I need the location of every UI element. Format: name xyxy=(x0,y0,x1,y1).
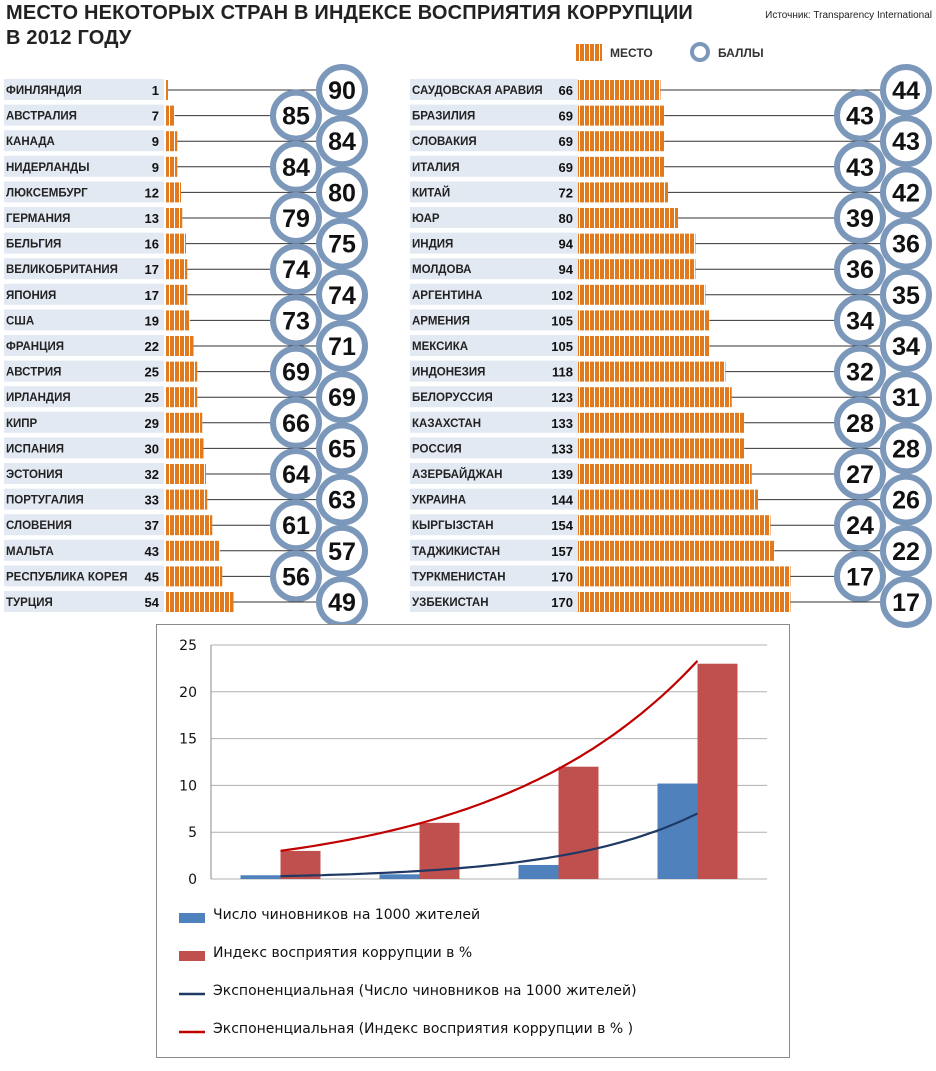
score-value: 17 xyxy=(892,589,920,617)
rank-bar xyxy=(578,566,791,586)
score-value: 79 xyxy=(282,205,310,233)
score-value: 43 xyxy=(846,153,874,182)
score-value: 34 xyxy=(846,307,874,336)
country-label: МОЛДОВА xyxy=(412,264,472,277)
score-value: 35 xyxy=(892,281,920,310)
score-value: 42 xyxy=(892,179,920,208)
rank-bar xyxy=(166,106,175,126)
rank-value: 12 xyxy=(144,185,159,201)
rank-value: 102 xyxy=(551,287,573,303)
y-tick-label: 20 xyxy=(179,684,197,701)
score-value: 36 xyxy=(892,230,920,259)
rank-bar xyxy=(166,515,212,535)
rank-bar xyxy=(578,131,664,151)
score-value: 56 xyxy=(282,563,310,592)
legend-rank-label: МЕСТО xyxy=(610,46,653,60)
country-label: ИТАЛИЯ xyxy=(412,161,460,174)
rank-bar xyxy=(578,336,709,356)
rank-value: 123 xyxy=(551,390,573,406)
rank-value: 1 xyxy=(151,83,159,98)
rank-bar xyxy=(166,80,168,100)
rank-bar xyxy=(578,208,678,228)
rank-value: 33 xyxy=(144,492,159,508)
country-label: ФИНЛЯНДИЯ xyxy=(6,85,82,97)
rank-value: 105 xyxy=(551,313,573,329)
bar-officials xyxy=(519,865,559,879)
rank-bar xyxy=(166,490,207,510)
score-value: 31 xyxy=(892,384,920,413)
country-label: ИНДОНЕЗИЯ xyxy=(412,366,486,379)
score-value: 66 xyxy=(282,409,310,438)
rank-value: 157 xyxy=(551,543,573,559)
infographic-title-line1: МЕСТО НЕКОТОРЫХ СТРАН В ИНДЕКСЕ ВОСПРИЯТИЯ КОРРУПЦИИ xyxy=(6,2,693,24)
rank-value: 105 xyxy=(551,339,573,354)
rank-bar xyxy=(166,387,197,407)
score-value: 65 xyxy=(328,435,356,464)
rank-bar xyxy=(578,80,661,100)
country-label: КИПР xyxy=(6,417,38,430)
country-label: ИРЛАНДИЯ xyxy=(6,392,71,405)
rank-value: 9 xyxy=(151,134,159,150)
rank-bar xyxy=(578,157,664,177)
rank-bar xyxy=(578,285,706,305)
country-label: БЕЛЬГИЯ xyxy=(6,238,62,251)
country-label: КАЗАХСТАН xyxy=(412,417,481,430)
country-label: БРАЗИЛИЯ xyxy=(412,110,476,123)
rank-bar xyxy=(578,438,744,458)
score-value: 28 xyxy=(892,435,920,464)
rank-bar xyxy=(578,490,758,510)
rank-value: 22 xyxy=(144,339,159,354)
rank-value: 54 xyxy=(144,595,159,610)
y-tick-label: 15 xyxy=(179,731,197,748)
country-label: АВСТРИЯ xyxy=(6,366,62,379)
y-tick-label: 0 xyxy=(188,872,197,888)
score-value: 74 xyxy=(282,256,310,285)
score-value: 84 xyxy=(282,153,310,182)
rank-value: 66 xyxy=(558,83,573,98)
rank-bar xyxy=(166,566,222,586)
score-value: 64 xyxy=(282,461,310,489)
rank-bar xyxy=(166,182,181,202)
trendline-officials xyxy=(281,814,698,877)
country-label: США xyxy=(6,315,35,328)
rank-value: 133 xyxy=(551,415,573,431)
rank-bar xyxy=(578,541,774,561)
rank-value: 94 xyxy=(558,262,573,278)
rank-value: 144 xyxy=(551,492,573,508)
legend-swatch-officials xyxy=(179,913,205,923)
score-value: 17 xyxy=(846,563,874,592)
score-value: 44 xyxy=(892,77,920,105)
rank-bar xyxy=(578,387,732,407)
rank-value: 13 xyxy=(144,211,159,226)
legend-series-officials: Число чиновников на 1000 жителей xyxy=(213,907,481,923)
rank-bar xyxy=(578,259,696,279)
legend-rank-swatch xyxy=(576,44,602,61)
rank-value: 17 xyxy=(144,262,159,278)
score-value: 57 xyxy=(328,537,356,566)
legend-score-ring xyxy=(692,44,708,60)
legend-trend-officials: Экспоненциальная (Число чиновников на 1000 жителей) xyxy=(213,983,637,999)
infographic-title-line2: В 2012 ГОДУ xyxy=(6,27,132,49)
score-value: 69 xyxy=(328,384,356,413)
score-value: 71 xyxy=(328,333,356,361)
rank-value: 170 xyxy=(551,595,573,610)
y-tick-label: 10 xyxy=(179,778,197,795)
country-label: ЛЮКСЕМБУРГ xyxy=(6,187,88,200)
rank-value: 16 xyxy=(144,236,159,252)
rank-value: 30 xyxy=(144,441,159,457)
score-value: 85 xyxy=(282,102,310,131)
rank-value: 25 xyxy=(144,364,159,380)
score-value: 28 xyxy=(846,409,874,438)
country-label: КЫРГЫЗСТАН xyxy=(412,520,494,533)
rank-value: 29 xyxy=(144,415,159,431)
rank-bar xyxy=(578,106,664,126)
country-label: УКРАИНА xyxy=(412,494,467,507)
country-label: ВЕЛИКОБРИТАНИЯ xyxy=(6,264,118,277)
rank-value: 32 xyxy=(144,467,159,482)
rank-value: 19 xyxy=(144,313,159,329)
rank-bar xyxy=(166,208,182,228)
rank-value: 69 xyxy=(558,134,573,150)
country-label: ГЕРМАНИЯ xyxy=(6,213,71,225)
y-tick-label: 5 xyxy=(188,825,197,842)
rank-bar xyxy=(166,541,220,561)
score-value: 84 xyxy=(328,128,356,157)
rank-bar xyxy=(578,310,709,330)
country-label: ФРАНЦИЯ xyxy=(6,341,65,353)
country-label: МАЛЬТА xyxy=(6,545,54,558)
bar-corruption-index xyxy=(698,664,738,879)
score-value: 39 xyxy=(846,205,874,233)
country-label: АВСТРАЛИЯ xyxy=(6,110,77,123)
legend-score-label: БАЛЛЫ xyxy=(718,46,764,60)
country-label: КАНАДА xyxy=(6,136,55,149)
bar-officials xyxy=(380,874,420,879)
rank-bar xyxy=(166,336,194,356)
score-value: 73 xyxy=(282,307,310,336)
country-label: АРМЕНИЯ xyxy=(412,315,470,328)
score-value: 80 xyxy=(328,179,356,208)
country-label: ИСПАНИЯ xyxy=(6,443,64,456)
legend-swatch-corruption-index xyxy=(179,951,205,961)
score-value: 36 xyxy=(846,256,874,285)
rank-value: 9 xyxy=(151,159,159,175)
score-value: 26 xyxy=(892,486,920,515)
country-label: ТУРЦИЯ xyxy=(6,597,53,609)
country-label: ЮАР xyxy=(412,213,440,225)
rank-value: 80 xyxy=(558,211,573,226)
rank-value: 37 xyxy=(144,518,159,534)
rank-bar xyxy=(166,259,187,279)
legend-trend-corruption-index: Экспоненциальная (Индекс восприятия коррупции в % ) xyxy=(213,1021,634,1037)
country-label: СЛОВАКИЯ xyxy=(412,136,477,149)
rank-value: 43 xyxy=(144,543,159,559)
bar-officials xyxy=(658,784,698,879)
score-value: 32 xyxy=(846,358,874,387)
bar-corruption-index xyxy=(559,767,599,879)
rank-bar xyxy=(166,285,187,305)
country-label: ЭСТОНИЯ xyxy=(6,469,63,481)
country-label: СЛОВЕНИЯ xyxy=(6,520,72,533)
rank-bar xyxy=(166,438,204,458)
score-value: 90 xyxy=(328,77,356,105)
score-value: 34 xyxy=(892,333,920,361)
rank-bar xyxy=(578,515,771,535)
score-value: 69 xyxy=(282,358,310,387)
rank-value: 25 xyxy=(144,390,159,406)
country-label: АЗЕРБАЙДЖАН xyxy=(412,469,503,481)
rank-bar xyxy=(166,413,202,433)
score-value: 61 xyxy=(282,512,310,541)
rank-value: 154 xyxy=(551,518,573,534)
score-value: 49 xyxy=(328,589,356,617)
rank-bar xyxy=(578,234,696,254)
rank-value: 133 xyxy=(551,441,573,457)
source-note: Источник: Transparency International xyxy=(765,10,932,21)
bar-officials xyxy=(241,875,281,879)
rank-value: 170 xyxy=(551,569,573,585)
country-label: САУДОВСКАЯ АРАВИЯ xyxy=(412,85,543,97)
country-label: ТАДЖИКИСТАН xyxy=(412,545,501,558)
rank-value: 7 xyxy=(151,108,159,124)
score-value: 63 xyxy=(328,486,356,515)
score-value: 27 xyxy=(846,461,874,489)
rank-bar xyxy=(578,413,744,433)
country-label: БЕЛОРУССИЯ xyxy=(412,392,493,405)
rank-value: 69 xyxy=(558,108,573,124)
country-label: ИНДИЯ xyxy=(412,238,454,251)
country-label: НИДЕРЛАНДЫ xyxy=(6,161,90,174)
rank-value: 45 xyxy=(144,569,159,585)
legend-series-corruption-index: Индекс восприятия коррупции в % xyxy=(213,945,473,961)
rank-bar xyxy=(578,362,726,382)
rank-value: 94 xyxy=(558,236,573,252)
country-label: УЗБЕКИСТАН xyxy=(412,597,489,609)
score-value: 74 xyxy=(328,281,356,310)
rank-value: 139 xyxy=(551,467,573,482)
rank-bar xyxy=(166,362,197,382)
score-value: 22 xyxy=(892,537,920,566)
rank-bar xyxy=(578,182,668,202)
trendline-corruption-index xyxy=(281,661,698,851)
rank-bar xyxy=(578,464,752,484)
country-label: АРГЕНТИНА xyxy=(412,289,483,302)
rank-bar xyxy=(166,464,206,484)
y-tick-label: 25 xyxy=(179,638,197,654)
country-label: РОССИЯ xyxy=(412,443,462,456)
rank-value: 17 xyxy=(144,287,159,303)
rank-bar xyxy=(166,310,190,330)
rank-value: 69 xyxy=(558,159,573,175)
score-value: 24 xyxy=(846,512,874,541)
rank-value: 118 xyxy=(552,364,573,380)
score-value: 75 xyxy=(328,230,356,259)
officials-vs-corruption-chart xyxy=(156,624,790,1058)
rank-bar xyxy=(578,592,791,612)
rank-bar xyxy=(166,234,186,254)
country-label: ТУРКМЕНИСТАН xyxy=(412,571,506,584)
rank-value: 72 xyxy=(558,185,573,201)
country-label: РЕСПУБЛИКА КОРЕЯ xyxy=(6,571,128,584)
country-label: МЕКСИКА xyxy=(412,341,469,353)
rank-bar xyxy=(166,131,177,151)
score-value: 43 xyxy=(892,128,920,157)
country-label: ПОРТУГАЛИЯ xyxy=(6,494,84,507)
score-value: 43 xyxy=(846,102,874,131)
rank-bar xyxy=(166,592,234,612)
rank-bar xyxy=(166,157,177,177)
country-label: КИТАЙ xyxy=(412,187,451,200)
country-label: ЯПОНИЯ xyxy=(6,289,57,302)
